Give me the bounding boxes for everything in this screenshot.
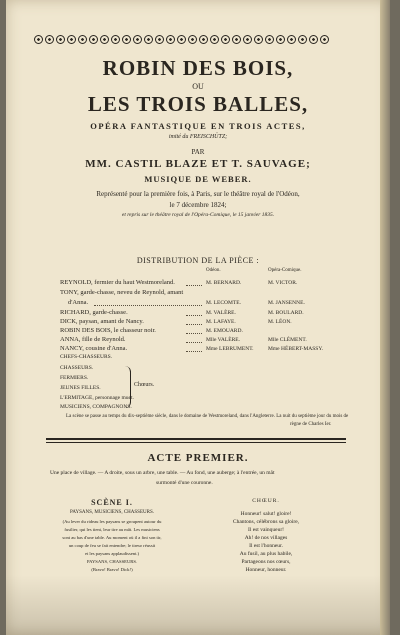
ornament-ring (210, 35, 219, 44)
chorus-verse-line: Il est vainqueur! (247, 527, 285, 533)
ornament-ring (67, 35, 76, 44)
setting-note-2: règne de Charles Ier. (290, 422, 332, 427)
title-conjunction: OU (192, 82, 204, 91)
subtitle: LES TROIS BALLES, (87, 92, 309, 116)
scene-title: SCÈNE I. (91, 498, 133, 507)
cast-role: d'Anna. (68, 299, 89, 306)
stage-direction-line: sont au bas d'une table. Au moment où il a fini son tir, (62, 535, 162, 540)
authors-line: MM. CASTIL BLAZE ET T. SAUVAGE; (85, 158, 311, 170)
cast-column-odeon: Odéon. (206, 268, 221, 273)
cast-role: NANCY, cousine d'Anna. (60, 345, 128, 352)
book-page (6, 0, 390, 635)
cast-heading: DISTRIBUTION DE LA PIÈCE : (136, 256, 260, 265)
ornament-ring (309, 35, 318, 44)
composer-line: MUSIQUE DE WEBER. (144, 174, 252, 184)
ornament-ring (111, 35, 120, 44)
premiere-line-1: Représenté pour la première fois, à Paris, sur le théâtre royal de l'Odéon, (96, 190, 300, 198)
cast-role: REYNOLD, fermier du haut Westmoreland. (60, 279, 175, 286)
cast-actor-odeon: M. EMOUARD. (206, 328, 243, 334)
chorus-verse-line: Chantons, célébrons sa gloire, (232, 519, 300, 525)
cast-role: L'ERMITAGE, personnage muet. (60, 395, 134, 401)
cast-actor-odeon: M. VALÈRE. (206, 310, 236, 316)
cast-role: RICHARD, garde-chasse. (60, 309, 128, 316)
page-shadow (6, 575, 390, 635)
chorus-column (202, 498, 330, 574)
cast-role: JEUNES FILLES. (60, 385, 101, 391)
ornament-ring (78, 35, 87, 44)
cast-actor-opera-comique: M. JANSENNE. (268, 300, 305, 306)
stage-direction-line: et les paysans applaudissent.) (84, 551, 140, 556)
leader-dots (186, 315, 202, 316)
premiere-line-2: le 7 décembre 1824; (169, 201, 227, 209)
ornament-ring (276, 35, 285, 44)
cast-role: DICK, paysan, amant de Nancy. (60, 318, 144, 325)
ornament-ring (56, 35, 65, 44)
cast-actor-opera-comique: M. LÉON. (268, 319, 292, 325)
chorus-verses (202, 510, 330, 574)
cast-actor-opera-comique: M. BOULARD. (268, 310, 304, 316)
imitation-line: imité du FREISCHÜTZ; (168, 134, 228, 140)
ornament-ring (265, 35, 274, 44)
ornament-ring (133, 35, 142, 44)
cast-role: TONY, garde-chasse, neveu de Reynold, amant (60, 289, 184, 296)
genre-line: OPÉRA FANTASTIQUE EN TROIS ACTES, (90, 121, 306, 131)
leader-dots (94, 305, 202, 306)
chorus-verse-line: Ah! de nos villages (244, 535, 288, 541)
cast-role: ANNA, fille de Reynold. (60, 336, 126, 343)
main-title: ROBIN DES BOIS, (102, 56, 294, 80)
ornament-ring (243, 35, 252, 44)
ornament-ring (287, 35, 296, 44)
section-divider (46, 438, 346, 440)
leader-dots (186, 351, 202, 352)
scene-stage-directions (52, 518, 172, 574)
ornament-ring (254, 35, 263, 44)
ornament-ring (100, 35, 109, 44)
cast-actor-odeon: M. BERNARD. (206, 280, 242, 286)
top-ornament-border (26, 32, 336, 46)
ornament-ring (34, 35, 43, 44)
cast-actor-odeon: Mlle VALÈRE. (206, 337, 241, 343)
setting-note-1: La scène se passe au temps du dix-septième siècle, dans le domaine de Westmoreland, dans l'Angleterre. La nuit du septième jour du mois de (66, 414, 349, 419)
cast-actor-odeon: M. LAFAYE. (206, 319, 236, 325)
stage-direction-line: PAYSANS, CHASSEURS. (86, 559, 138, 564)
cast-role: ROBIN DES BOIS, le chasseur noir. (60, 327, 156, 334)
ornament-ring (155, 35, 164, 44)
leader-dots (186, 333, 202, 334)
section-divider-thin (46, 442, 346, 443)
chorus-verse-line: Partageons nos cœurs, (241, 559, 291, 565)
chorus-verse-line: Au fusil, au plus habile, (239, 551, 293, 557)
ornament-ring (188, 35, 197, 44)
cast-actor-opera-comique: Mlle CLÉMENT. (268, 337, 307, 343)
leader-dots (186, 342, 202, 343)
cast-role: FERMIERS. (60, 375, 89, 381)
ornament-ring (232, 35, 241, 44)
stage-direction-line: (Au lever du rideau les paysans se groupent autour du (62, 519, 162, 524)
scene-description-1: Une place de village. — A droite, sous un arbre, une table. — Au fond, une auberge; à l'entrée, un mât (50, 470, 275, 476)
stage-direction-line: (Bravo! Bravo! Dick!) (91, 567, 133, 572)
ornament-ring (166, 35, 175, 44)
scene-characters: PAYSANS, MUSICIENS, CHASSEURS. (70, 510, 154, 515)
book-spine (380, 0, 390, 635)
scene-description-2: surmonté d'une couronne. (156, 480, 213, 486)
chorus-verse-line: Il est l'honneur. (249, 543, 283, 549)
chorus-brace (124, 366, 131, 408)
par-line: PAR (191, 148, 205, 156)
cast-actor-opera-comique: M. VICTOR. (268, 280, 298, 286)
scene-column (52, 498, 172, 574)
cast-role: CHEFS-CHASSEURS. (60, 354, 113, 360)
stage-direction-line: un coup de feu se fait entendre; le tireur réussit (68, 543, 156, 548)
cast-actor-odeon: M. LECOMTE. (206, 300, 241, 306)
ornament-ring (221, 35, 230, 44)
ornament-ring (122, 35, 131, 44)
chorus-label: Chœurs. (134, 382, 155, 388)
revival-line: et repris sur le théâtre royal de l'Opéra-Comique, le 15 janvier 1835. (121, 212, 275, 218)
ornament-ring (199, 35, 208, 44)
act-title: ACTE PREMIER. (147, 452, 249, 464)
cast-role: MUSICIENS, COMPAGNONS. (60, 404, 132, 410)
chorus-verse-line: Honneur, honneur. (245, 567, 287, 573)
cast-actor-opera-comique: Mme HÉBERT-MASSY. (268, 346, 323, 352)
ornament-ring (177, 35, 186, 44)
cast-role: CHASSEURS. (60, 365, 94, 371)
leader-dots (186, 285, 202, 286)
ornament-ring (144, 35, 153, 44)
chorus-verse-line: Honneur! salut! gloire! (240, 511, 292, 517)
cast-column-opera-comique: Opéra-Comique. (268, 268, 302, 273)
ornament-ring (320, 35, 329, 44)
chorus-title: CHŒUR. (252, 498, 280, 504)
leader-dots (186, 324, 202, 325)
cast-actor-odeon: Mme LEBRUMENT. (206, 346, 254, 352)
ornament-ring (89, 35, 98, 44)
stage-direction-line: fusilier, qui les tient, leur tire au mât. Les musiciens (64, 527, 160, 532)
ornament-ring (45, 35, 54, 44)
ornament-ring (298, 35, 307, 44)
